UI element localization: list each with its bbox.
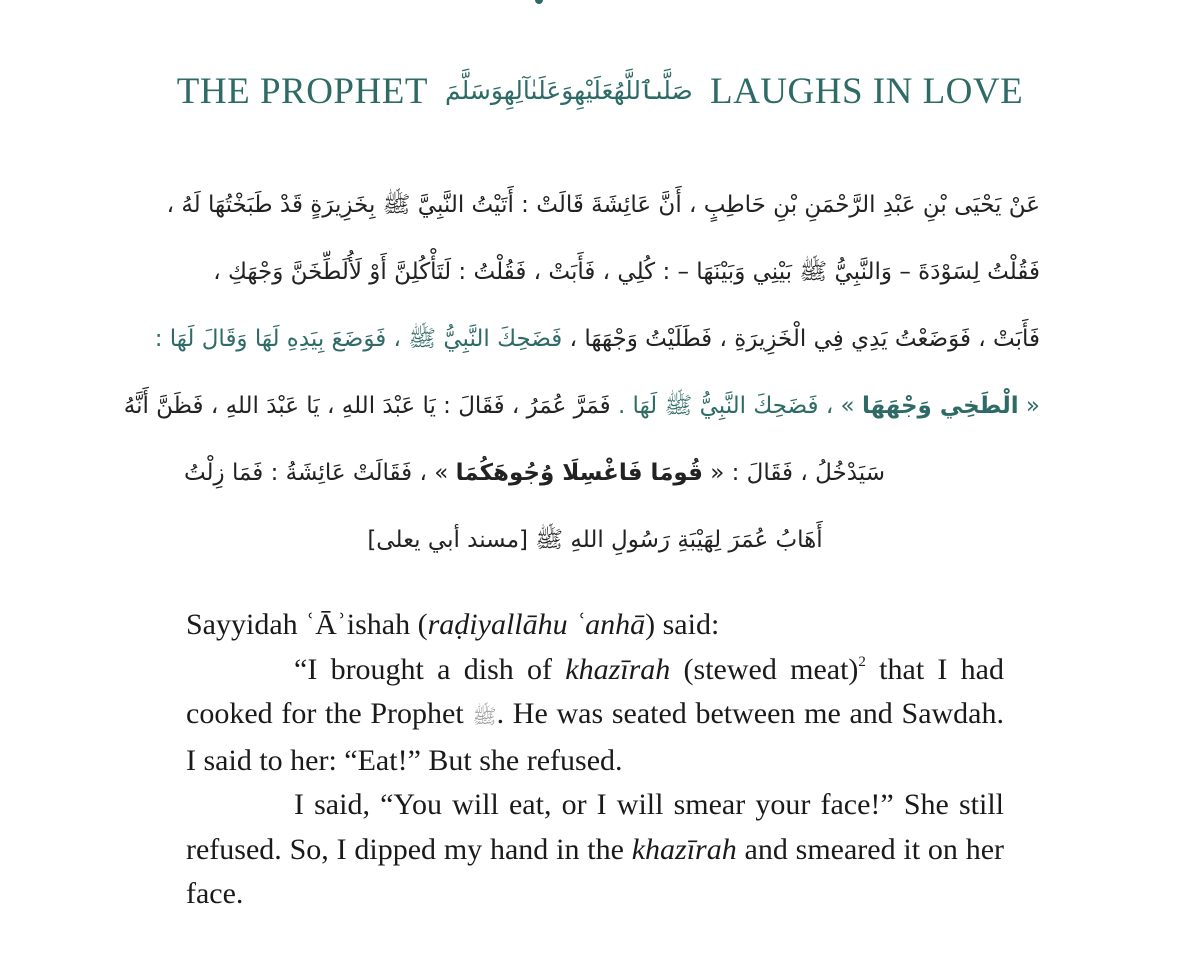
arabic-line-3-plain: فَأَبَتْ ، فَوَضَعْتُ يَدِي فِي الْخَزِيرَةِ ، فَطَلَيْتُ وَجْهَهَا ، bbox=[569, 326, 1040, 352]
arabic-line-2: فَقُلْتُ لِسَوْدَةَ – وَالنَّبِيُّ ﷺ بَيْنِي وَبَيْنَهَا – : كُلِي ، فَأَبَتْ ، فَقُلْتُ : لَتَأْكُلِنَّ أَوْ لَأُلَطِّخَنَّ وَجْهَكِ ، bbox=[213, 259, 1040, 285]
paragraph-intro bbox=[186, 603, 1004, 648]
arabic-line-1: عَنْ يَحْيَى بْنِ عَبْدِ الرَّحْمَنِ بْنِ حَاطِبٍ ، أَنَّ عَائِشَةَ قَالَتْ : أَتَيْتُ النَّبِيَّ ﷺ بِخَزِيرَةٍ قَدْ طَبَخْتُهَا لَهُ ، bbox=[166, 192, 1040, 218]
arabic-line-5 bbox=[150, 448, 1040, 515]
salawat-icon: ﷺ bbox=[472, 704, 497, 728]
p2-text-a: I said, “You will eat, or I will smear your face!” She still refused. So, I dipped my hand in the bbox=[186, 788, 1004, 866]
footnote-ref: 2 bbox=[858, 653, 866, 670]
paragraph-1 bbox=[186, 648, 1004, 784]
p2-text-b: and smeared it on her face. bbox=[186, 832, 1004, 910]
p1-text-c: that I had cooked for the Prophet bbox=[186, 652, 1004, 730]
arabic-line-5-bold: قُومَا فَاغْسِلَا وُجُوهَكُمَا bbox=[455, 460, 703, 486]
arabic-line-5-b: » ، فَقَالَتْ عَائِشَةُ : فَمَا زِلْتُ bbox=[183, 460, 449, 486]
arabic-line-3 bbox=[150, 314, 1040, 381]
arabic-line-6: أَهَابُ عُمَرَ لِهَيْبَةِ رَسُولِ اللهِ ﷺ [مسند أبي يعلى] bbox=[367, 527, 823, 553]
p1-text-b: (stewed meat) bbox=[670, 652, 859, 686]
title-honorific: صَلَّىٱللَّهُعَلَيْهِوَعَلَىٰآلِهِوَسَلَّمَ bbox=[445, 76, 693, 105]
p1-italic: khazīrah bbox=[565, 652, 671, 686]
paragraph-2 bbox=[186, 783, 1004, 917]
page-title bbox=[0, 70, 1200, 113]
intro-text: Sayyidah ʿĀʾishah ( bbox=[186, 608, 428, 641]
arabic-hadith bbox=[123, 180, 1040, 582]
p2-italic: khazīrah bbox=[631, 832, 737, 866]
arabic-line-4-plain: فَمَرَّ عُمَرُ ، فَقَالَ : يَا عَبْدَ اللهِ ، يَا عَبْدَ اللهِ ، فَظَنَّ أَنَّهُ bbox=[123, 393, 611, 419]
arabic-line-4 bbox=[123, 381, 1040, 448]
arabic-line-3-green: فَضَحِكَ النَّبِيُّ ﷺ ، فَوَضَعَ بِيَدِهِ لَهَا وَقَالَ لَهَا : bbox=[154, 326, 563, 352]
english-translation bbox=[186, 603, 1004, 917]
top-decoration bbox=[535, 0, 543, 4]
arabic-quote-close: » ، فَضَحِكَ النَّبِيُّ ﷺ لَهَا . bbox=[617, 393, 855, 419]
arabic-quote-bold: الْطَخِي وَجْهَهَا bbox=[861, 393, 1019, 419]
intro-text-end: ) said: bbox=[645, 608, 720, 641]
arabic-quote-open: « bbox=[1025, 393, 1040, 419]
p1-text-d: . He was seated between me and Sawdah. I said to her: “Eat!” But she refused. bbox=[186, 697, 1004, 777]
p1-text-a: “I brought a dish of bbox=[294, 652, 566, 686]
intro-italic: raḍiyallāhu ʿanhā bbox=[427, 608, 646, 641]
title-right: LAUGHS IN LOVE bbox=[709, 71, 1024, 112]
title-left: THE PROPHET bbox=[176, 71, 428, 112]
arabic-line-5-a: سَيَدْخُلُ ، فَقَالَ : « bbox=[710, 460, 885, 486]
